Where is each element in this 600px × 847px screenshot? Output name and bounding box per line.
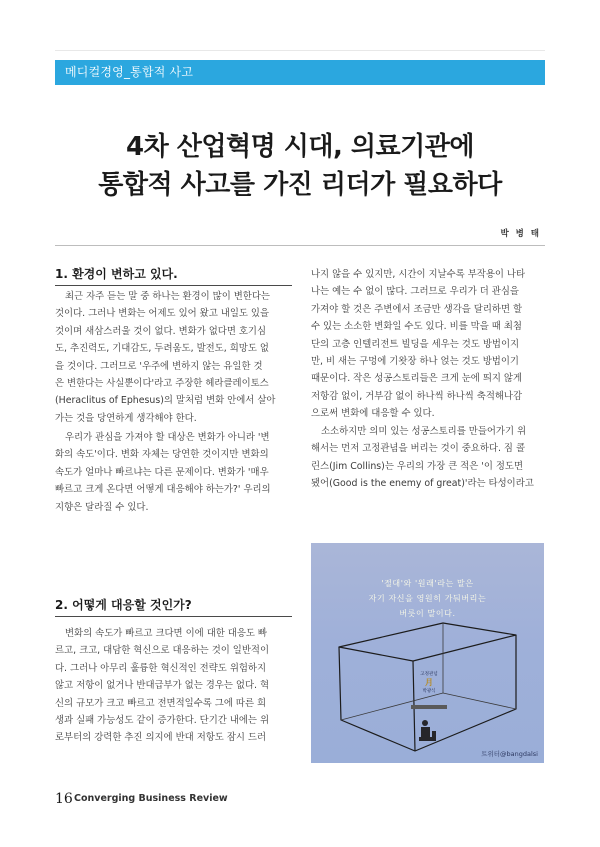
figure-card-author: 박광식	[422, 689, 436, 694]
section-2-heading: 2. 어떻게 대응할 것인가?	[55, 598, 192, 612]
header-divider	[55, 245, 545, 246]
text-line: 가는 것을 당연하게 생각해야 한다.	[55, 412, 197, 424]
text-line: 해서는 먼저 고정관념을 버리는 것이 중요하다. 짐 콜	[311, 443, 526, 455]
category-banner: 메디컬경영_통합적 사고	[55, 60, 545, 85]
text-line: 지향은 달라질 수 있다.	[55, 501, 149, 513]
text-line: 됐어(Good is the enemy of great)'라는 타성이라고	[311, 478, 534, 490]
text-line: 도, 추진력도, 기대감도, 두려움도, 발전도, 희망도 없	[55, 343, 269, 355]
text-line: (Heraclitus of Ephesus)의 말처럼 변화 안에서 살아	[55, 395, 276, 407]
text-line: 단의 고층 인텔리전트 빌딩을 세우는 것도 방법이지	[311, 338, 520, 350]
figure-card	[414, 671, 444, 695]
text-line: 르고, 크고, 대담한 혁신으로 대응하는 것이 일반적이	[55, 645, 270, 657]
figure-credit: 트위터@bangdalsi	[481, 750, 538, 758]
right-para-1	[311, 266, 545, 423]
section-2-para-1	[55, 625, 292, 747]
text-line: 신의 규모가 크고 빠르고 전면적일수록 그에 따른 희	[55, 697, 267, 709]
text-line: 으로써 변화에 대응할 수 있다.	[311, 408, 435, 420]
text-line: 가져야 할 것은 주변에서 조금만 생각을 달리하면 할	[311, 303, 523, 315]
text-line: 빠르고 크게 온다면 어떻게 대응해야 하는가?' 우리의	[55, 484, 271, 496]
text-line: 나지 않을 수 있지만, 시간이 지날수록 부작용이 나타	[311, 269, 526, 280]
text-line: 다. 그러나 아무리 훌륭한 혁신적인 전략도 위험하지	[55, 662, 267, 674]
text-line: 저항감 없이, 거부감 없이 하나씩 하나씩 축적해나감	[311, 390, 523, 402]
text-line: 변화의 속도가 빠르고 크다면 이에 대한 대응도 빠	[65, 628, 267, 639]
text-line: 로부터의 강력한 추진 의지에 반대 저항도 잠시 드러	[55, 732, 267, 744]
figure-quote-line-2: 자기 자신을 영원히 가둬버리는	[368, 594, 487, 603]
text-line: 소소하지만 의미 있는 성공스토리를 만들어가기 위	[321, 426, 527, 437]
title-line-2: 통합적 사고를 가진 리더가 필요하다	[98, 170, 502, 200]
text-line: 우리가 관심을 가져야 할 대상은 변화가 아니라 '변	[65, 432, 270, 443]
text-line: 수 있는 소소한 변화일 수도 있다. 비를 막을 때 최첨	[311, 321, 522, 333]
figure-quote-line-3: 버릇이 말이다.	[399, 609, 456, 618]
figure-quote-line-1: '절대'와 '원래'라는 말은	[381, 579, 474, 588]
section-1-para-2	[55, 429, 292, 516]
text-line: 만, 비 새는 구멍에 기왓장 하나 얹는 것도 방법이기	[311, 356, 519, 368]
text-line: 않고 저항이 없거나 반대급부가 없는 경우는 없다. 혁	[55, 680, 270, 692]
text-line: 때문이다. 작은 성공스토리들은 크게 눈에 띄지 않게	[311, 373, 523, 385]
text-line: 것이다. 그러나 변화는 어제도 있어 왔고 내일도 있을	[55, 308, 270, 320]
author-name: 박 병 태	[500, 229, 541, 239]
text-line: 것이며 새삼스러울 것이 없다. 변화가 없다면 호기심	[55, 325, 267, 337]
title-line-1: 4차 산업혁명 시대, 의료기관에	[125, 132, 474, 162]
text-line: 을 것이다. 그러므로 '우주에 변하지 않는 유일한 것	[55, 360, 263, 372]
text-line: 린스(Jim Collins)는 우리의 가장 큰 적은 '이 정도면	[311, 460, 524, 472]
text-line: 나는 예는 수 없이 많다. 그러므로 우리가 더 관심을	[311, 286, 519, 298]
section-2-rule	[55, 616, 292, 617]
text-line: 최근 자주 듣는 말 중 하나는 환경이 많이 변한다는	[65, 291, 270, 302]
right-para-2	[311, 423, 545, 493]
section-1-heading: 1. 환경이 변하고 있다.	[55, 267, 178, 281]
text-line: 생과 실패 가능성도 같이 증가한다. 단기간 내에는 위	[55, 715, 270, 727]
figure-quote	[311, 576, 544, 621]
text-line: 은 변한다는 사실뿐이다'라고 주장한 헤라클레이토스	[55, 378, 269, 390]
text-line: 화의 속도'이다. 변화 자체는 당연한 것이지만 변화의	[55, 449, 269, 461]
section-1-rule	[55, 285, 292, 286]
figure-card-glyph: 月	[425, 678, 433, 687]
article-title	[55, 128, 545, 204]
page-number: 16	[55, 791, 73, 807]
illustration-figure	[311, 543, 544, 763]
figure-card-title: 고정관념	[420, 672, 438, 677]
section-1-para-1	[55, 288, 292, 427]
card-stand	[411, 705, 447, 709]
publication-name: Converging Business Review	[74, 793, 228, 804]
top-rule	[55, 50, 545, 51]
text-line: 속도가 얼마나 빠르냐는 다른 문제이다. 변화가 '매우	[55, 466, 269, 478]
